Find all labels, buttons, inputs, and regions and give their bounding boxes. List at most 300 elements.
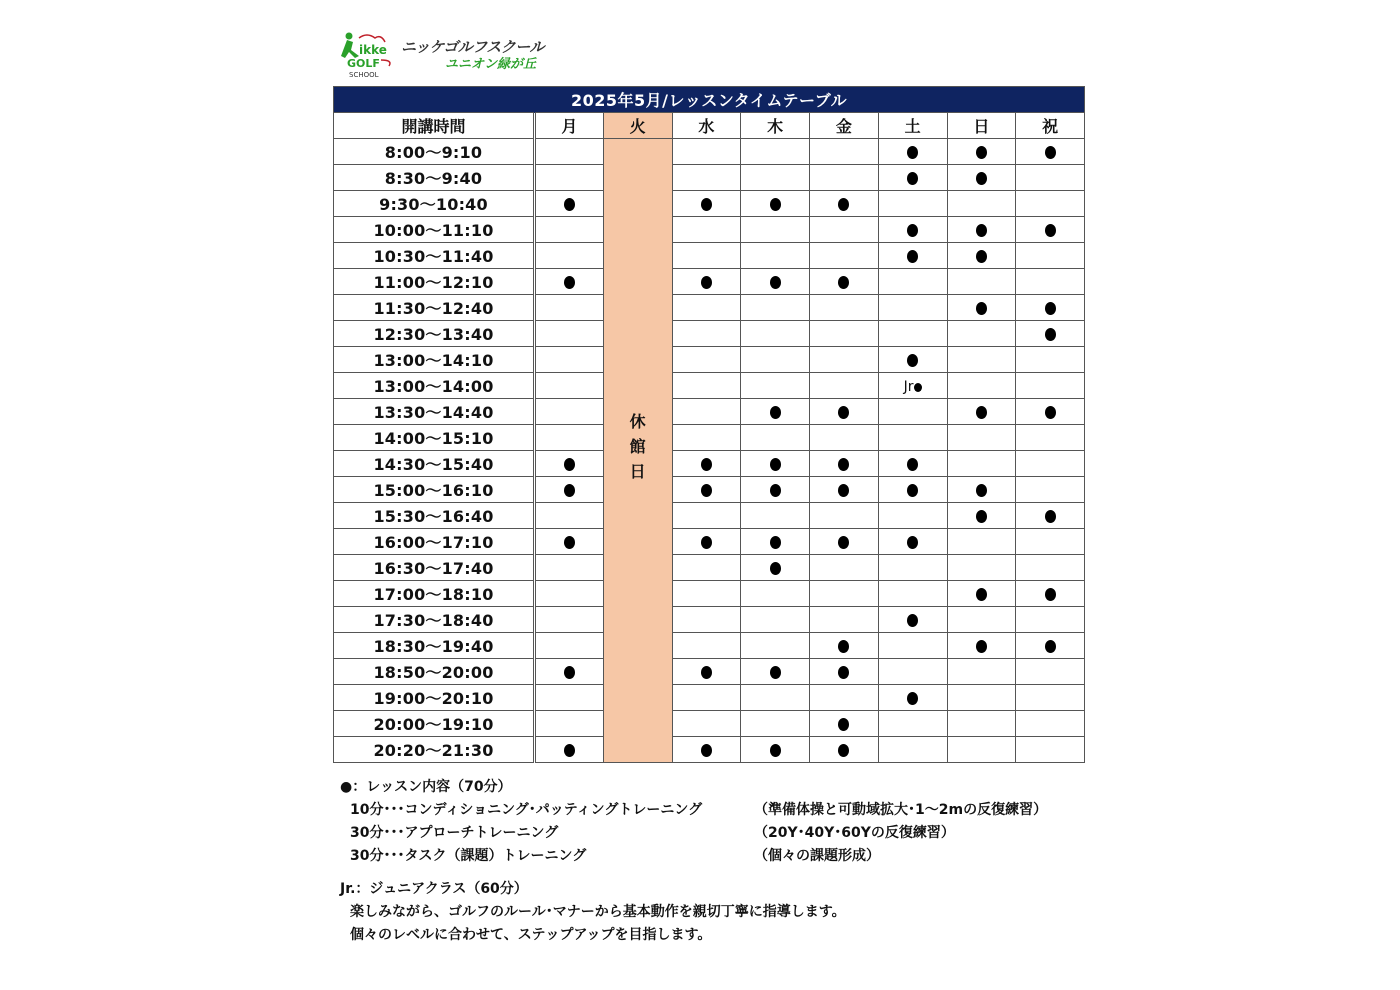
school-logo [337, 30, 557, 78]
schedule-cell [810, 477, 879, 503]
note-item-left: 30分･･･タスク（課題）トレーニング [350, 848, 587, 864]
lesson-dot-icon [907, 614, 918, 627]
schedule-cell [810, 321, 879, 347]
lesson-dot-icon [1045, 302, 1056, 315]
schedule-cell [1016, 685, 1085, 711]
schedule-cell [810, 685, 879, 711]
schedule-cell [535, 321, 604, 347]
schedule-cell [535, 737, 604, 763]
schedule-cell [878, 659, 947, 685]
lesson-dot-icon [838, 744, 849, 757]
schedule-cell [672, 243, 741, 269]
schedule-cell [672, 321, 741, 347]
lesson-dot-icon [838, 718, 849, 731]
time-slot: 8:30〜9:40 [334, 165, 535, 191]
time-slot: 17:00〜18:10 [334, 581, 535, 607]
table-row [334, 607, 1085, 633]
schedule-cell [741, 191, 810, 217]
time-column-header: 開講時間 [334, 113, 535, 139]
schedule-cell [947, 737, 1016, 763]
schedule-cell [535, 581, 604, 607]
schedule-cell [810, 243, 879, 269]
schedule-cell [947, 659, 1016, 685]
time-slot: 10:00〜11:10 [334, 217, 535, 243]
schedule-cell [672, 269, 741, 295]
time-slot: 15:00〜16:10 [334, 477, 535, 503]
lesson-dot-icon [1045, 640, 1056, 653]
note-item [340, 799, 1048, 822]
schedule-cell [741, 737, 810, 763]
schedule-cell [741, 685, 810, 711]
schedule-cell [947, 165, 1016, 191]
lesson-dot-icon [838, 536, 849, 549]
schedule-cell [1016, 425, 1085, 451]
schedule-cell [1016, 581, 1085, 607]
schedule-cell [535, 607, 604, 633]
lesson-dot-icon [564, 276, 575, 289]
lesson-dot-icon [701, 744, 712, 757]
schedule-cell [947, 191, 1016, 217]
schedule-cell [947, 347, 1016, 373]
lesson-dot-icon [770, 484, 781, 497]
schedule-cell [878, 503, 947, 529]
lesson-content-notes [340, 776, 1048, 868]
junior-class-notes [340, 878, 846, 947]
day-header: 火 [603, 113, 672, 139]
timetable-body [334, 139, 1085, 763]
lesson-dot-icon [838, 406, 849, 419]
schedule-cell [810, 295, 879, 321]
schedule-cell [535, 165, 604, 191]
lesson-dot-icon [770, 666, 781, 679]
schedule-cell [810, 503, 879, 529]
schedule-cell [810, 607, 879, 633]
schedule-cell [741, 711, 810, 737]
table-row [334, 347, 1085, 373]
schedule-cell [672, 165, 741, 191]
schedule-cell [741, 269, 810, 295]
schedule-cell [741, 399, 810, 425]
schedule-cell [741, 581, 810, 607]
schedule-cell [878, 425, 947, 451]
schedule-cell [947, 243, 1016, 269]
lesson-dot-icon [701, 536, 712, 549]
lesson-dot-icon [701, 484, 712, 497]
schedule-cell [672, 425, 741, 451]
time-slot: 12:30〜13:40 [334, 321, 535, 347]
schedule-cell [741, 425, 810, 451]
lesson-dot-icon [976, 406, 987, 419]
table-row [334, 711, 1085, 737]
schedule-cell [535, 243, 604, 269]
table-row [334, 477, 1085, 503]
table-row [334, 165, 1085, 191]
time-slot: 11:30〜12:40 [334, 295, 535, 321]
lesson-dot-icon [564, 744, 575, 757]
schedule-cell [535, 659, 604, 685]
lesson-dot-icon [564, 484, 575, 497]
lesson-dot-icon [838, 666, 849, 679]
time-slot: 20:20〜21:30 [334, 737, 535, 763]
schedule-cell [1016, 477, 1085, 503]
schedule-cell [672, 217, 741, 243]
schedule-cell [878, 165, 947, 191]
lesson-dot-icon [1045, 146, 1056, 159]
time-slot: 18:50〜20:00 [334, 659, 535, 685]
table-row [334, 529, 1085, 555]
schedule-cell [741, 633, 810, 659]
schedule-cell [878, 477, 947, 503]
lesson-dot-icon [770, 276, 781, 289]
schedule-cell [741, 451, 810, 477]
time-slot: 14:00〜15:10 [334, 425, 535, 451]
time-slot: 20:00〜19:10 [334, 711, 535, 737]
lesson-dot-icon [838, 276, 849, 289]
day-header: 祝 [1016, 113, 1085, 139]
lesson-dot-icon [564, 666, 575, 679]
lesson-dot-icon [907, 458, 918, 471]
schedule-cell [672, 711, 741, 737]
lesson-timetable [333, 86, 1085, 763]
schedule-cell [535, 139, 604, 165]
table-row [334, 503, 1085, 529]
time-slot: 13:30〜14:40 [334, 399, 535, 425]
day-header: 水 [672, 113, 741, 139]
schedule-cell [741, 165, 810, 191]
lesson-dot-icon [1045, 510, 1056, 523]
lesson-dot-icon [701, 458, 712, 471]
schedule-cell [535, 399, 604, 425]
table-row [334, 139, 1085, 165]
lesson-dot-icon [907, 146, 918, 159]
lesson-dot-icon [838, 458, 849, 471]
time-slot: 10:30〜11:40 [334, 243, 535, 269]
schedule-cell [1016, 347, 1085, 373]
note-item [340, 822, 955, 845]
schedule-cell [878, 451, 947, 477]
schedule-cell [672, 477, 741, 503]
day-header: 土 [878, 113, 947, 139]
lesson-dot-icon [976, 510, 987, 523]
schedule-cell [1016, 633, 1085, 659]
time-slot: 9:30〜10:40 [334, 191, 535, 217]
schedule-cell [1016, 555, 1085, 581]
schedule-cell [947, 269, 1016, 295]
schedule-cell [672, 373, 741, 399]
table-row [334, 321, 1085, 347]
schedule-cell [1016, 321, 1085, 347]
schedule-cell [810, 659, 879, 685]
lesson-dot-icon [770, 562, 781, 575]
school-name: ニッケゴルフスクール [401, 38, 544, 56]
lesson-dot-icon [907, 250, 918, 263]
schedule-cell [535, 373, 604, 399]
schedule-cell [947, 633, 1016, 659]
schedule-cell [810, 139, 879, 165]
schedule-cell [741, 659, 810, 685]
lesson-dot-icon [976, 588, 987, 601]
schedule-cell [947, 139, 1016, 165]
lesson-dot-icon [907, 692, 918, 705]
schedule-cell [1016, 191, 1085, 217]
schedule-cell [535, 685, 604, 711]
table-row [334, 659, 1085, 685]
note-item [340, 845, 880, 868]
schedule-cell [878, 139, 947, 165]
lesson-dot-icon [701, 198, 712, 211]
schedule-cell [1016, 737, 1085, 763]
schedule-cell [1016, 399, 1085, 425]
schedule-cell [810, 711, 879, 737]
schedule-cell [878, 607, 947, 633]
schedule-cell [741, 373, 810, 399]
schedule-cell [741, 477, 810, 503]
lesson-dot-icon [770, 198, 781, 211]
day-header: 日 [947, 113, 1016, 139]
schedule-cell [810, 217, 879, 243]
schedule-cell [1016, 451, 1085, 477]
day-header: 木 [741, 113, 810, 139]
schedule-cell [947, 321, 1016, 347]
table-row [334, 685, 1085, 711]
lesson-dot-icon [976, 146, 987, 159]
schedule-cell [878, 399, 947, 425]
schedule-cell [672, 581, 741, 607]
schedule-cell [741, 607, 810, 633]
lesson-dot-icon [976, 484, 987, 497]
schedule-cell [1016, 503, 1085, 529]
schedule-cell [741, 295, 810, 321]
schedule-cell [741, 243, 810, 269]
schedule-cell [672, 347, 741, 373]
time-slot: 19:00〜20:10 [334, 685, 535, 711]
schedule-cell [535, 425, 604, 451]
schedule-cell [878, 373, 947, 399]
schedule-cell [810, 581, 879, 607]
lesson-dot-icon [914, 383, 922, 392]
schedule-cell [878, 295, 947, 321]
schedule-cell [810, 165, 879, 191]
schedule-cell [535, 529, 604, 555]
schedule-cell [878, 347, 947, 373]
closed-label-char: 日 [629, 462, 646, 481]
schedule-cell [672, 685, 741, 711]
schedule-cell [878, 633, 947, 659]
junior-line: 個々のレベルに合わせて、ステップアップを目指します。 [350, 927, 712, 943]
closed-label-char: 館 [629, 437, 646, 456]
schedule-cell [741, 321, 810, 347]
lesson-dot-icon [907, 536, 918, 549]
schedule-cell [878, 217, 947, 243]
schedule-cell [672, 139, 741, 165]
svg-text:GOLF: GOLF [347, 57, 380, 70]
schedule-cell [672, 633, 741, 659]
schedule-cell [810, 529, 879, 555]
schedule-cell [741, 555, 810, 581]
schedule-cell [1016, 139, 1085, 165]
lesson-dot-icon [1045, 328, 1056, 341]
schedule-cell [741, 217, 810, 243]
note-item-left: 10分･･･コンディショニング･パッティングトレーニング [350, 802, 703, 818]
schedule-cell [672, 737, 741, 763]
table-row [334, 451, 1085, 477]
lesson-dot-icon [1045, 406, 1056, 419]
time-slot: 13:00〜14:10 [334, 347, 535, 373]
svg-text:ikke: ikke [359, 43, 387, 57]
time-slot: 14:30〜15:40 [334, 451, 535, 477]
schedule-cell [810, 555, 879, 581]
schedule-cell [672, 295, 741, 321]
schedule-cell [1016, 269, 1085, 295]
schedule-cell [672, 191, 741, 217]
lesson-dot-icon [701, 276, 712, 289]
table-row [334, 555, 1085, 581]
schedule-cell [878, 269, 947, 295]
table-row [334, 269, 1085, 295]
table-row [334, 399, 1085, 425]
schedule-cell [878, 711, 947, 737]
lesson-dot-icon [1045, 224, 1056, 237]
schedule-cell [672, 503, 741, 529]
golfer-logo-icon [337, 30, 399, 78]
schedule-cell [1016, 373, 1085, 399]
time-slot: 15:30〜16:40 [334, 503, 535, 529]
lesson-dot-icon [838, 640, 849, 653]
time-slot: 17:30〜18:40 [334, 607, 535, 633]
schedule-cell [535, 295, 604, 321]
table-row [334, 191, 1085, 217]
schedule-cell [1016, 711, 1085, 737]
schedule-cell [947, 581, 1016, 607]
time-slot: 16:30〜17:40 [334, 555, 535, 581]
table-row [334, 737, 1085, 763]
lesson-dot-icon [976, 302, 987, 315]
schedule-cell [672, 529, 741, 555]
schedule-cell [878, 737, 947, 763]
lesson-dot-icon [1045, 588, 1056, 601]
table-row [334, 581, 1085, 607]
lesson-dot-icon [564, 536, 575, 549]
schedule-cell [672, 451, 741, 477]
note-item-right: （20Y･40Y･60Yの反復練習） [754, 825, 955, 841]
schedule-cell [535, 633, 604, 659]
schedule-cell [878, 685, 947, 711]
lesson-dot-icon [838, 198, 849, 211]
schedule-cell [810, 191, 879, 217]
schedule-cell [810, 373, 879, 399]
schedule-cell [1016, 217, 1085, 243]
svg-text:SCHOOL: SCHOOL [349, 71, 379, 78]
schedule-cell [947, 607, 1016, 633]
schedule-cell [947, 295, 1016, 321]
time-slot: 13:00〜14:00 [334, 373, 535, 399]
schedule-cell [878, 321, 947, 347]
schedule-cell [672, 555, 741, 581]
schedule-cell [672, 399, 741, 425]
table-row [334, 243, 1085, 269]
timetable-title: 2025年5月/レッスンタイムテーブル [334, 87, 1085, 113]
schedule-cell [1016, 165, 1085, 191]
lesson-dot-icon [770, 536, 781, 549]
day-header: 月 [535, 113, 604, 139]
lesson-dot-icon [976, 640, 987, 653]
notes-heading: ●：レッスン内容（70分） [340, 779, 512, 795]
schedule-cell [535, 503, 604, 529]
lesson-dot-icon [701, 666, 712, 679]
lesson-dot-icon [564, 458, 575, 471]
schedule-cell [878, 191, 947, 217]
schedule-cell [878, 555, 947, 581]
time-slot: 16:00〜17:10 [334, 529, 535, 555]
lesson-dot-icon [770, 458, 781, 471]
closed-day-cell [603, 139, 672, 763]
schedule-cell [947, 477, 1016, 503]
note-item-right: （個々の課題形成） [754, 848, 880, 864]
schedule-cell [535, 191, 604, 217]
table-row [334, 633, 1085, 659]
schedule-cell [878, 243, 947, 269]
schedule-cell [947, 555, 1016, 581]
schedule-cell [741, 347, 810, 373]
schedule-cell [947, 425, 1016, 451]
lesson-dot-icon [907, 484, 918, 497]
lesson-dot-icon [907, 172, 918, 185]
schedule-cell [947, 399, 1016, 425]
lesson-dot-icon [976, 172, 987, 185]
lesson-dot-icon [564, 198, 575, 211]
schedule-cell [535, 451, 604, 477]
schedule-cell [1016, 659, 1085, 685]
table-row [334, 373, 1085, 399]
schedule-cell [741, 529, 810, 555]
schedule-cell [535, 217, 604, 243]
closed-label-char: 休 [629, 412, 646, 431]
time-slot: 18:30〜19:40 [334, 633, 535, 659]
time-slot: 8:00〜9:10 [334, 139, 535, 165]
schedule-cell [1016, 243, 1085, 269]
table-row [334, 425, 1085, 451]
schedule-cell [947, 217, 1016, 243]
schedule-cell [810, 347, 879, 373]
schedule-cell [947, 503, 1016, 529]
lesson-dot-icon [976, 224, 987, 237]
schedule-cell [810, 633, 879, 659]
schedule-cell [535, 711, 604, 737]
lesson-dot-icon [770, 744, 781, 757]
time-slot: 11:00〜12:10 [334, 269, 535, 295]
junior-heading: Jr.：ジュニアクラス（60分） [340, 881, 528, 897]
schedule-cell [878, 581, 947, 607]
schedule-cell [810, 399, 879, 425]
lesson-dot-icon [907, 224, 918, 237]
schedule-cell [1016, 529, 1085, 555]
lesson-dot-icon [907, 354, 918, 367]
lesson-dot-icon [838, 484, 849, 497]
schedule-cell [810, 737, 879, 763]
schedule-cell [947, 529, 1016, 555]
header-row [334, 113, 1085, 139]
schedule-cell [672, 607, 741, 633]
junior-label: Jr [903, 379, 914, 395]
schedule-cell [741, 503, 810, 529]
schedule-cell [1016, 295, 1085, 321]
schedule-cell [672, 659, 741, 685]
lesson-dot-icon [976, 250, 987, 263]
schedule-cell [535, 555, 604, 581]
junior-line: 楽しみながら、ゴルフのルール･マナーから基本動作を親切丁寧に指導します。 [350, 904, 846, 920]
schedule-cell [535, 347, 604, 373]
schedule-cell [947, 685, 1016, 711]
